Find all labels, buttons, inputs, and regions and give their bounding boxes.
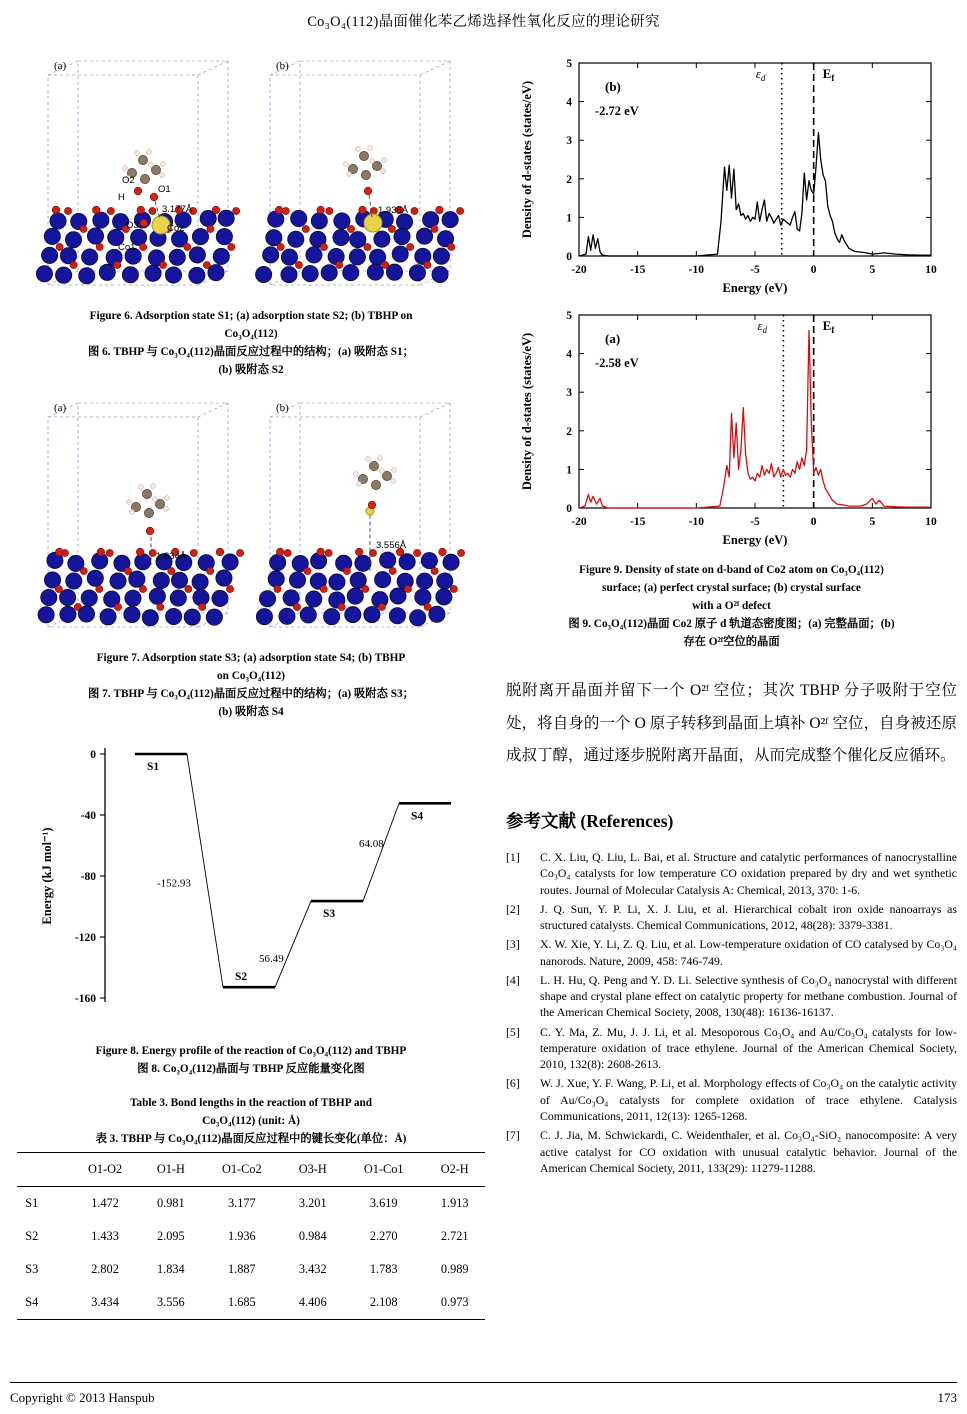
svg-text:Energy (eV): Energy (eV): [722, 281, 787, 295]
table-row: S1 1.472 0.981 3.177 3.201 3.619 1.913: [25, 1195, 469, 1210]
figure9-dos-chart-b: [512, 51, 952, 303]
figure7-panel-a-image: [32, 393, 248, 643]
reference-item: [7] C. J. Jia, M. Schwickardi, C. Weidenthaler, et al. Co₃O₄-SiO₂ nanocomposite: A very active catalyst for CO oxidation with unusual catalytic behavior. Journal of the American Chemical Society, 2011, 133(29): 11279-11288.: [506, 1128, 957, 1175]
atom-label-co1: Co1: [118, 242, 136, 253]
figure7-caption-en-2: on Co₃O₄(112): [217, 670, 285, 683]
svg-text:-20: -20: [570, 264, 587, 276]
svg-text:-2.72 eV: -2.72 eV: [594, 104, 639, 118]
svg-text:S3: S3: [323, 907, 336, 920]
svg-text:-2.58 eV: -2.58 eV: [594, 356, 639, 370]
svg-text:S1: S1: [147, 760, 160, 773]
figure9-dos-chart-a: [512, 303, 952, 555]
table3-title-en-1: Table 3. Bond lengths in the reaction of TBHP and: [129, 1096, 373, 1109]
figure6-images: [10, 51, 492, 301]
svg-text:0: 0: [565, 503, 572, 515]
footer-page-number: 173: [937, 1390, 957, 1405]
figure9-caption-en-2: surface; (a) perfect crystal surface; (b) crystal surface: [602, 582, 861, 595]
svg-text:εd: εd: [756, 318, 767, 335]
col-o1-co2: O1-Co2: [222, 1161, 262, 1176]
svg-text:-10: -10: [688, 516, 704, 528]
svg-text:S2: S2: [235, 970, 248, 983]
figure8-caption-zh: 图 8. Co₃O₄(112)晶面与 TBHP 反应能量变化图: [137, 1062, 365, 1075]
svg-text:2: 2: [565, 173, 572, 186]
page-title: Co₃O₄(112)晶面催化苯乙烯选择性氧化反应的理论研究: [307, 14, 660, 30]
svg-text:(b): (b): [604, 79, 621, 94]
svg-text:(a): (a): [604, 331, 620, 346]
table-row: S2 1.433 2.095 1.936 0.984 2.270 2.721: [25, 1228, 469, 1243]
svg-text:Energy (eV): Energy (eV): [722, 533, 787, 547]
figure7-caption-zh-1: 图 7. TBHP 与 Co₃O₄(112)晶面反应过程中的结构；(a) 吸附态 S3；: [88, 688, 414, 701]
figure7-caption-en-1: Figure 7. Adsorption state S3; (a) adsorption state S4; (b) TBHP: [96, 652, 406, 665]
figure9-caption-en-1: Figure 9. Density of state on d-band of Co2 atom on Co₃O₄(112): [579, 564, 884, 576]
svg-text:4: 4: [565, 348, 572, 361]
svg-text:-80: -80: [80, 870, 96, 883]
svg-text:εd: εd: [755, 66, 765, 83]
table3-title: [10, 1094, 492, 1148]
svg-text:-160: -160: [74, 992, 96, 1005]
atom-label-o2: O2: [122, 175, 135, 186]
figure7-caption-zh-2: (b) 吸附态 S4: [218, 706, 284, 719]
svg-text:3: 3: [565, 387, 572, 400]
svg-text:-15: -15: [629, 516, 645, 528]
table3-title-en-2: Co₃O₄(112) (unit: Å): [202, 1114, 300, 1127]
figure8-caption: [14, 1042, 488, 1078]
references-heading: 参考文献 (References): [506, 811, 674, 832]
figure9-caption-en-3: with a O²ᶠ defect: [692, 600, 771, 613]
svg-text:10: 10: [924, 264, 937, 276]
panel-b-tag: (b): [276, 60, 289, 72]
reference-item: [6] W. J. Xue, Y. F. Wang, P. Li, et al. Morphology effects of Co₃O₄ on the catalytic activity of Au/Co₃O₄ catalysts for complete oxidation of trace ethylene. Catalysis Communications, 2011, 12(13): 1265-1268.: [506, 1076, 957, 1123]
atom-label-o1: O1: [158, 184, 171, 195]
svg-text:-20: -20: [570, 516, 587, 528]
figure9-caption: [510, 561, 953, 651]
figure6-panel-a-image: [32, 51, 248, 301]
reference-item: [4] L. H. Hu, Q. Peng and Y. D. Li. Selective synthesis of Co₃O₄ nanocrystal with different shape and crystal plane effect on catalytic property for methane combustion. Journal of the American Chemical Society, 2008, 130(48): 16136-16137.: [506, 972, 957, 1020]
svg-text:1: 1: [565, 212, 572, 225]
svg-text:Ef: Ef: [822, 66, 834, 83]
svg-text:-5: -5: [749, 516, 760, 528]
svg-text:Density of d-states (states/eV: Density of d-states (states/eV): [519, 80, 534, 239]
figure6-caption-en-1: Figure 6. Adsorption state S1; (a) adsorption state S2; (b) TBHP on: [89, 310, 413, 322]
reference-item: [2] J. Q. Sun, Y. P. Li, X. J. Liu, et al. Hierarchical cobalt iron oxide nanoarrays as structured catalysts. Chemical Communications, 2012, 48(28): 3379-3381.: [506, 901, 957, 933]
table-header-row: [17, 1152, 485, 1186]
atom-label-o3: O3: [126, 220, 139, 231]
bond-table-body: [17, 1186, 485, 1319]
figure6-caption-en-2: Co₃O₄(112): [224, 328, 278, 341]
col-o1-co1: O1-Co1: [363, 1161, 404, 1176]
svg-text:1: 1: [565, 464, 572, 477]
svg-text:2: 2: [565, 425, 572, 438]
svg-text:-5: -5: [749, 264, 760, 276]
svg-text:-40: -40: [80, 809, 96, 822]
svg-text:Ef: Ef: [822, 318, 834, 335]
svg-text:0: 0: [810, 516, 817, 528]
atom-label-h: H: [118, 192, 125, 203]
bond-length-table: [17, 1152, 485, 1320]
body-paragraph: 脱附离开晶面并留下一个 O²ᶠ 空位；其次 TBHP 分子吸附于空位处，将自身的一个 O 原子转移到晶面上填补 O²ᶠ 空位，自身被还原成叔丁醇，通过逐步脱附离开晶面，从而完成整个催化反应循环。: [506, 682, 957, 764]
svg-text:56.49: 56.49: [259, 952, 284, 965]
panel-a-tag: (a): [54, 402, 67, 415]
left-column: [10, 51, 492, 1320]
svg-text:-10: -10: [688, 264, 704, 276]
svg-text:64.08: 64.08: [359, 837, 384, 850]
figure7-images: [10, 393, 492, 643]
page-footer: [10, 1382, 957, 1406]
col-blank: [17, 1152, 69, 1186]
figure9-caption-zh-1: 图 9. Co₃O₄(112)晶面 Co2 原子 d 轨道态密度图；(a) 完整晶面；(b): [568, 618, 895, 631]
distance-label: 1.936Å: [378, 205, 409, 216]
col-o2-h: O2-H: [440, 1161, 469, 1176]
distance-label: 1.834Å: [156, 551, 187, 563]
figure6-caption-zh-2: (b) 吸附态 S2: [218, 364, 284, 377]
svg-text:10: 10: [924, 516, 937, 528]
svg-text:5: 5: [565, 310, 572, 322]
col-o1-o2: O1-O2: [87, 1161, 123, 1176]
references-list: [506, 849, 957, 1176]
figure8-caption-en: Figure 8. Energy profile of the reaction of Co₃O₄(112) and TBHP: [95, 1044, 407, 1057]
svg-text:4: 4: [565, 96, 572, 109]
right-column: [506, 51, 957, 1320]
figure8-energy-profile-chart: [17, 736, 485, 1036]
col-o1-h: O1-H: [156, 1161, 185, 1176]
figure6-caption: [14, 307, 488, 379]
reference-item: [3] X. W. Xie, Y. Li, Z. Q. Liu, et al. Low-temperature oxidation of CO catalysed by Co₃O₄ nanorods. Nature, 2009, 458: 746-749.: [506, 937, 957, 968]
svg-text:5: 5: [565, 58, 572, 70]
svg-text:S4: S4: [411, 809, 424, 822]
svg-text:5: 5: [868, 516, 875, 528]
svg-text:0: 0: [810, 264, 817, 276]
table-row: S3 2.802 1.834 1.887 3.432 1.783 0.989: [25, 1261, 469, 1276]
svg-text:0: 0: [565, 251, 572, 263]
svg-text:-120: -120: [74, 931, 96, 944]
panel-b-tag: (b): [276, 402, 289, 415]
figure7-caption: [14, 649, 488, 721]
svg-text:-152.93: -152.93: [157, 877, 191, 890]
svg-text:Energy (kJ mol⁻¹): Energy (kJ mol⁻¹): [40, 826, 54, 925]
figure6-caption-zh-1: 图 6. TBHP 与 Co₃O₄(112)晶面反应过程中的结构；(a) 吸附态 S1；: [88, 346, 414, 359]
table3-title-zh: 表 3. TBHP 与 Co₃O₄(112)晶面反应过程中的键长变化(单位：Å): [95, 1132, 407, 1145]
svg-text:3: 3: [565, 135, 572, 148]
distance-label: 3.556Å: [376, 540, 407, 552]
figure6-panel-b-image: [254, 51, 470, 301]
svg-text:0: 0: [90, 748, 96, 761]
col-o3-h: O3-H: [298, 1161, 327, 1176]
distance-label: 3.177Å: [162, 204, 193, 215]
reference-item: [1] C. X. Liu, Q. Liu, L. Bai, et al. Structure and catalytic performances of nanocrystalline Co₃O₄ catalysts for low temperature CO oxidation prepared by dry and wet synthetic routes. Journal of Molecular Catalysis A: Chemical, 2013, 370: 1-6.: [506, 850, 957, 897]
footer-copyright: Copyright © 2013 Hanspub: [10, 1390, 155, 1405]
figure9-caption-zh-2: 存在 O²ᶠ空位的晶面: [683, 636, 780, 649]
two-column-layout: [10, 51, 957, 1320]
reference-item: [5] C. Y. Ma, Z. Mu, J. J. Li, et al. Mesoporous Co₃O₄ and Au/Co₃O₄ catalysts for low-temperature oxidation of trace ethylene. Journal of the American Chemical Society, 2010, 132(8): 2608-2613.: [506, 1024, 957, 1072]
panel-a-tag: (a): [54, 60, 67, 72]
svg-text:5: 5: [868, 264, 875, 276]
table-row: S4 3.434 3.556 1.685 4.406 2.108 0.973: [17, 1286, 485, 1320]
figure7-panel-b-image: [254, 393, 470, 643]
svg-text:Density of d-states (states/eV: Density of d-states (states/eV): [519, 332, 534, 491]
svg-text:-15: -15: [629, 264, 645, 276]
atom-label-co2: Co2: [167, 223, 185, 234]
